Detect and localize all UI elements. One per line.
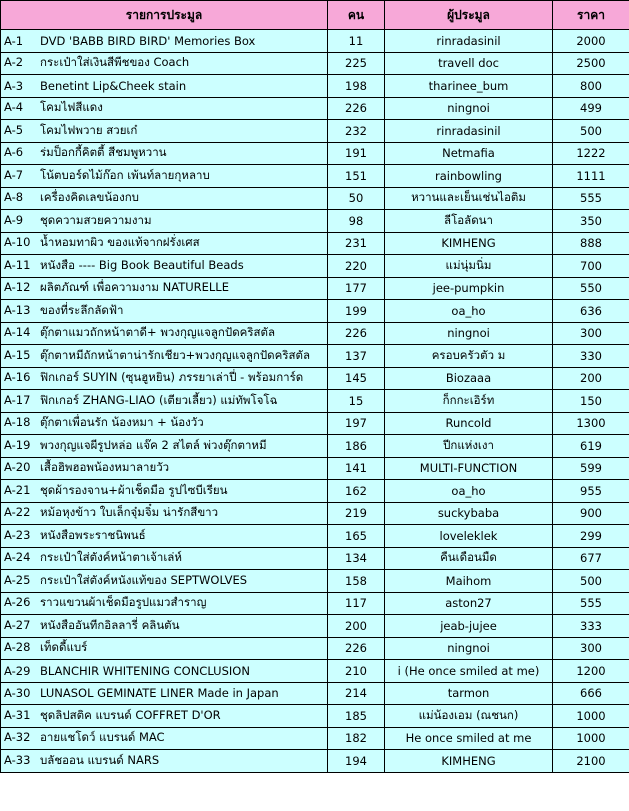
- item-name: น้ำหอมทาผิว ของแท้จากฝรั่งเศส: [40, 235, 200, 250]
- item-code: A-13: [4, 302, 31, 317]
- bidder-cell: oa_ho: [385, 480, 553, 503]
- bidder-cell: tharinee_bum: [385, 75, 553, 98]
- bid-count-cell: 177: [328, 277, 385, 300]
- item-cell: [1, 592, 328, 615]
- bidder-cell: คืนเดือนมืด: [385, 547, 553, 570]
- item-cell: [1, 660, 328, 683]
- item-cell: [1, 750, 328, 773]
- bidder-cell: suckybaba: [385, 502, 553, 525]
- price-cell: 330: [553, 345, 629, 368]
- bid-count-cell: 151: [328, 165, 385, 188]
- item-cell: [1, 457, 328, 480]
- item-code: A-14: [4, 325, 31, 340]
- bidder-cell: ปีกแห่งเงา: [385, 435, 553, 458]
- bidder-cell: He once smiled at me: [385, 727, 553, 750]
- table-row: [1, 750, 629, 773]
- item-cell: [1, 525, 328, 548]
- bid-count-cell: 226: [328, 97, 385, 120]
- table-row: [1, 435, 629, 458]
- price-cell: 333: [553, 615, 629, 638]
- item-code: A-29: [4, 663, 31, 678]
- item-cell: [1, 75, 328, 98]
- bidder-cell: aston27: [385, 592, 553, 615]
- header-item: รายการประมูล: [1, 1, 328, 30]
- price-cell: 599: [553, 457, 629, 480]
- price-cell: 700: [553, 255, 629, 278]
- bid-count-cell: 191: [328, 142, 385, 165]
- bid-count-cell: 198: [328, 75, 385, 98]
- item-cell: [1, 480, 328, 503]
- bidder-cell: rainbowling: [385, 165, 553, 188]
- table-row: [1, 615, 629, 638]
- item-name: เสื้อฮิพฮอพน้องหมาลายวัว: [40, 460, 170, 475]
- price-cell: 888: [553, 232, 629, 255]
- item-cell: [1, 615, 328, 638]
- bidder-cell: Maihom: [385, 570, 553, 593]
- bidder-cell: KIMHENG: [385, 750, 553, 773]
- item-code: A-22: [4, 505, 31, 520]
- price-cell: 299: [553, 525, 629, 548]
- item-name: พวงกุญแจผีรูปหล่อ แจ๊ค 2 สไตล์ พ่วงตุ๊กตาหมี: [40, 437, 267, 452]
- item-cell: [1, 345, 328, 368]
- item-cell: [1, 300, 328, 323]
- item-cell: [1, 120, 328, 143]
- bidder-cell: ningnoi: [385, 322, 553, 345]
- item-cell: [1, 210, 328, 233]
- bid-count-cell: 219: [328, 502, 385, 525]
- bidder-cell: ningnoi: [385, 97, 553, 120]
- item-code: A-30: [4, 686, 31, 701]
- item-code: A-16: [4, 370, 31, 385]
- table-row: [1, 390, 629, 413]
- item-name: BLANCHIR WHITENING CONCLUSION: [40, 663, 250, 678]
- price-cell: 499: [553, 97, 629, 120]
- item-code: A-18: [4, 415, 31, 430]
- item-code: A-3: [4, 78, 24, 93]
- item-name: โคมไฟพวาย สวยเก๋: [40, 122, 138, 137]
- item-code: A-2: [4, 55, 24, 70]
- item-code: A-15: [4, 347, 31, 362]
- item-code: A-21: [4, 482, 31, 497]
- bidder-cell: Netmafia: [385, 142, 553, 165]
- item-cell: [1, 682, 328, 705]
- price-cell: 200: [553, 367, 629, 390]
- item-code: A-31: [4, 707, 31, 722]
- item-name: DVD 'BABB BIRD BIRD' Memories Box: [40, 33, 256, 48]
- price-cell: 555: [553, 187, 629, 210]
- table-row: [1, 592, 629, 615]
- price-cell: 2000: [553, 30, 629, 53]
- table-row: [1, 727, 629, 750]
- item-name: Benetint Lip&Cheek stain: [40, 78, 187, 93]
- price-cell: 500: [553, 570, 629, 593]
- bidder-cell: ก็กกะเอิร์ท: [385, 390, 553, 413]
- bid-count-cell: 197: [328, 412, 385, 435]
- item-code: A-4: [4, 100, 24, 115]
- bidder-cell: หวานและเย็นเช่นไอติม: [385, 187, 553, 210]
- price-cell: 636: [553, 300, 629, 323]
- header-row: [1, 1, 629, 30]
- price-cell: 1222: [553, 142, 629, 165]
- bidder-cell: rinradasinil: [385, 30, 553, 53]
- item-code: A-27: [4, 617, 31, 632]
- item-code: A-32: [4, 730, 31, 745]
- table-row: [1, 525, 629, 548]
- item-cell: [1, 547, 328, 570]
- item-name: หนังสือ ---- Big Book Beautiful Beads: [40, 257, 244, 272]
- price-cell: 1000: [553, 705, 629, 728]
- price-cell: 550: [553, 277, 629, 300]
- item-name: ฟิกเกอร์ SUYIN (ซุนฮูหยิน) ภรรยาเล่าปี่ - พร้อมการ์ด: [40, 370, 304, 385]
- table-row: [1, 682, 629, 705]
- item-cell: [1, 277, 328, 300]
- item-name: บลัชออน แบรนด์ NARS: [40, 752, 160, 767]
- table-row: [1, 457, 629, 480]
- bid-count-cell: 50: [328, 187, 385, 210]
- table-header: [1, 1, 629, 30]
- header-price: ราคา: [553, 1, 629, 30]
- table-row: [1, 502, 629, 525]
- item-name: เท็ดดี้แบร์: [40, 640, 88, 655]
- table-row: [1, 277, 629, 300]
- item-cell: [1, 142, 328, 165]
- bid-count-cell: 137: [328, 345, 385, 368]
- bid-count-cell: 134: [328, 547, 385, 570]
- price-cell: 350: [553, 210, 629, 233]
- item-cell: [1, 232, 328, 255]
- bidder-cell: แม่นุ่มนิ่ม: [385, 255, 553, 278]
- item-cell: [1, 322, 328, 345]
- item-name: เครื่องคิดเลขน้องกบ: [40, 190, 139, 205]
- table-row: [1, 232, 629, 255]
- price-cell: 555: [553, 592, 629, 615]
- bid-count-cell: 141: [328, 457, 385, 480]
- table-row: [1, 705, 629, 728]
- item-code: A-25: [4, 572, 31, 587]
- bid-count-cell: 98: [328, 210, 385, 233]
- bidder-cell: แม่น้องเอม (ณชนก): [385, 705, 553, 728]
- table-row: [1, 187, 629, 210]
- table-row: [1, 97, 629, 120]
- item-name: หม้อหุงข้าว ใบเล็กจุ๋มจิ๋ม น่ารักสีขาว: [40, 505, 219, 520]
- bidder-cell: tarmon: [385, 682, 553, 705]
- bid-count-cell: 185: [328, 705, 385, 728]
- price-cell: 1200: [553, 660, 629, 683]
- table-row: [1, 637, 629, 660]
- bid-count-cell: 210: [328, 660, 385, 683]
- item-code: A-20: [4, 460, 31, 475]
- bidder-cell: travell doc: [385, 52, 553, 75]
- table-row: [1, 345, 629, 368]
- bid-count-cell: 15: [328, 390, 385, 413]
- item-name: กระเป๋าใส่ตังค์หน้าตาเจ้าเล่ห์: [40, 550, 182, 565]
- bid-count-cell: 158: [328, 570, 385, 593]
- bidder-cell: oa_ho: [385, 300, 553, 323]
- item-cell: [1, 187, 328, 210]
- price-cell: 666: [553, 682, 629, 705]
- item-name: กระเป๋าใส่เงินสีพีชของ Coach: [40, 55, 190, 70]
- item-code: A-7: [4, 167, 24, 182]
- item-cell: [1, 52, 328, 75]
- price-cell: 955: [553, 480, 629, 503]
- item-cell: [1, 727, 328, 750]
- price-cell: 1000: [553, 727, 629, 750]
- item-code: A-33: [4, 752, 31, 767]
- bid-count-cell: 162: [328, 480, 385, 503]
- bid-count-cell: 117: [328, 592, 385, 615]
- item-cell: [1, 165, 328, 188]
- price-cell: 150: [553, 390, 629, 413]
- price-cell: 300: [553, 322, 629, 345]
- item-cell: [1, 255, 328, 278]
- table-row: [1, 142, 629, 165]
- item-name: ราวแขวนผ้าเช็ดมือรูปแมวสำราญ: [40, 595, 207, 610]
- item-cell: [1, 705, 328, 728]
- bid-count-cell: 226: [328, 322, 385, 345]
- table-row: [1, 165, 629, 188]
- item-code: A-8: [4, 190, 24, 205]
- table-row: [1, 570, 629, 593]
- item-name: ตุ๊กตาหมีถักหน้าตาน่ารักเชียว+พวงกุญแจลูกปัดคริสตัล: [40, 347, 311, 362]
- table-row: [1, 255, 629, 278]
- item-name: ตุ๊กตาแมวถักหน้าตาดี+ พวงกุญแจลูกปัดคริสตัล: [40, 325, 276, 340]
- table-row: [1, 547, 629, 570]
- table-row: [1, 480, 629, 503]
- bid-count-cell: 220: [328, 255, 385, 278]
- price-cell: 619: [553, 435, 629, 458]
- item-name: ชุดผ้ารองจาน+ผ้าเช็ดมือ รูปไซบีเรียน: [40, 482, 228, 497]
- price-cell: 1111: [553, 165, 629, 188]
- bid-count-cell: 226: [328, 637, 385, 660]
- bidder-cell: loveleklek: [385, 525, 553, 548]
- price-cell: 2100: [553, 750, 629, 773]
- bid-count-cell: 186: [328, 435, 385, 458]
- table-body: [1, 30, 629, 773]
- table-row: [1, 300, 629, 323]
- table-row: [1, 75, 629, 98]
- bidder-cell: Biozaaa: [385, 367, 553, 390]
- item-cell: [1, 435, 328, 458]
- bidder-cell: jeab-jujee: [385, 615, 553, 638]
- bid-count-cell: 194: [328, 750, 385, 773]
- bidder-cell: ลีโอลัดนา: [385, 210, 553, 233]
- item-code: A-9: [4, 212, 24, 227]
- item-name: โน้ตบอร์ดไม้ก๊อก เพ้นท์ลายกุหลาบ: [40, 167, 210, 182]
- item-name: ตุ๊กตาเพื่อนรัก น้องหมา + น้องวัว: [40, 415, 204, 430]
- bid-count-cell: 225: [328, 52, 385, 75]
- bidder-cell: ครอบครัวตัว ม: [385, 345, 553, 368]
- item-name: หนังสือพระราชนิพนธ์: [40, 527, 146, 542]
- item-name: ร่มป็อกกี้คิตตี้ สีชมพูหวาน: [40, 145, 167, 160]
- item-code: A-10: [4, 235, 31, 250]
- item-code: A-17: [4, 392, 31, 407]
- price-cell: 800: [553, 75, 629, 98]
- item-name: โคมไฟสีแดง: [40, 100, 103, 115]
- bidder-cell: Runcold: [385, 412, 553, 435]
- bid-count-cell: 231: [328, 232, 385, 255]
- bidder-cell: KIMHENG: [385, 232, 553, 255]
- table-row: [1, 210, 629, 233]
- item-code: A-23: [4, 527, 31, 542]
- item-cell: [1, 367, 328, 390]
- item-code: A-19: [4, 437, 31, 452]
- table-row: [1, 322, 629, 345]
- item-name: ชุดความสวยความงาม: [40, 212, 152, 227]
- bid-count-cell: 200: [328, 615, 385, 638]
- price-cell: 500: [553, 120, 629, 143]
- item-name: LUNASOL GEMINATE LINER Made in Japan: [40, 686, 279, 701]
- item-cell: [1, 30, 328, 53]
- bidder-cell: ningnoi: [385, 637, 553, 660]
- header-count: คน: [328, 1, 385, 30]
- item-code: A-11: [4, 257, 31, 272]
- item-cell: [1, 97, 328, 120]
- item-name: ของที่ระลึกลัดฟ้า: [40, 302, 124, 317]
- item-name: ฟิกเกอร์ ZHANG-LIAO (เตียวเลี้ยว) แม่ทัพโจโฉ: [40, 392, 278, 407]
- bidder-cell: rinradasinil: [385, 120, 553, 143]
- price-cell: 2500: [553, 52, 629, 75]
- item-name: กระเป๋าใส่ตังค์หนังแท้ของ SEPTWOLVES: [40, 572, 248, 587]
- item-code: A-1: [4, 33, 24, 48]
- item-name: อายแชโดว์ แบรนด์ MAC: [40, 730, 165, 745]
- item-cell: [1, 570, 328, 593]
- item-name: หนังสืออันทีกอิลลารี่ คลินตัน: [40, 617, 180, 632]
- bid-count-cell: 232: [328, 120, 385, 143]
- item-name: ผลิตภัณฑ์ เพื่อความงาม NATURELLE: [40, 280, 229, 295]
- header-bidder: ผู้ประมูล: [385, 1, 553, 30]
- item-cell: [1, 412, 328, 435]
- table-row: [1, 120, 629, 143]
- table-row: [1, 660, 629, 683]
- price-cell: 900: [553, 502, 629, 525]
- item-cell: [1, 390, 328, 413]
- item-cell: [1, 637, 328, 660]
- item-code: A-26: [4, 595, 31, 610]
- price-cell: 677: [553, 547, 629, 570]
- table-row: [1, 30, 629, 53]
- bid-count-cell: 214: [328, 682, 385, 705]
- bid-count-cell: 145: [328, 367, 385, 390]
- bid-count-cell: 11: [328, 30, 385, 53]
- price-cell: 1300: [553, 412, 629, 435]
- table-row: [1, 52, 629, 75]
- item-code: A-28: [4, 640, 31, 655]
- item-code: A-12: [4, 280, 31, 295]
- bidder-cell: i (He once smiled at me): [385, 660, 553, 683]
- item-name: ชุดลิปสติค แบรนด์ COFFRET D'OR: [40, 707, 221, 722]
- bidder-cell: MULTI-FUNCTION: [385, 457, 553, 480]
- item-code: A-24: [4, 550, 31, 565]
- table-row: [1, 367, 629, 390]
- item-cell: [1, 502, 328, 525]
- bidder-cell: jee-pumpkin: [385, 277, 553, 300]
- bid-count-cell: 182: [328, 727, 385, 750]
- bid-count-cell: 199: [328, 300, 385, 323]
- bid-count-cell: 165: [328, 525, 385, 548]
- table-row: [1, 412, 629, 435]
- item-code: A-6: [4, 145, 24, 160]
- item-code: A-5: [4, 122, 24, 137]
- price-cell: 300: [553, 637, 629, 660]
